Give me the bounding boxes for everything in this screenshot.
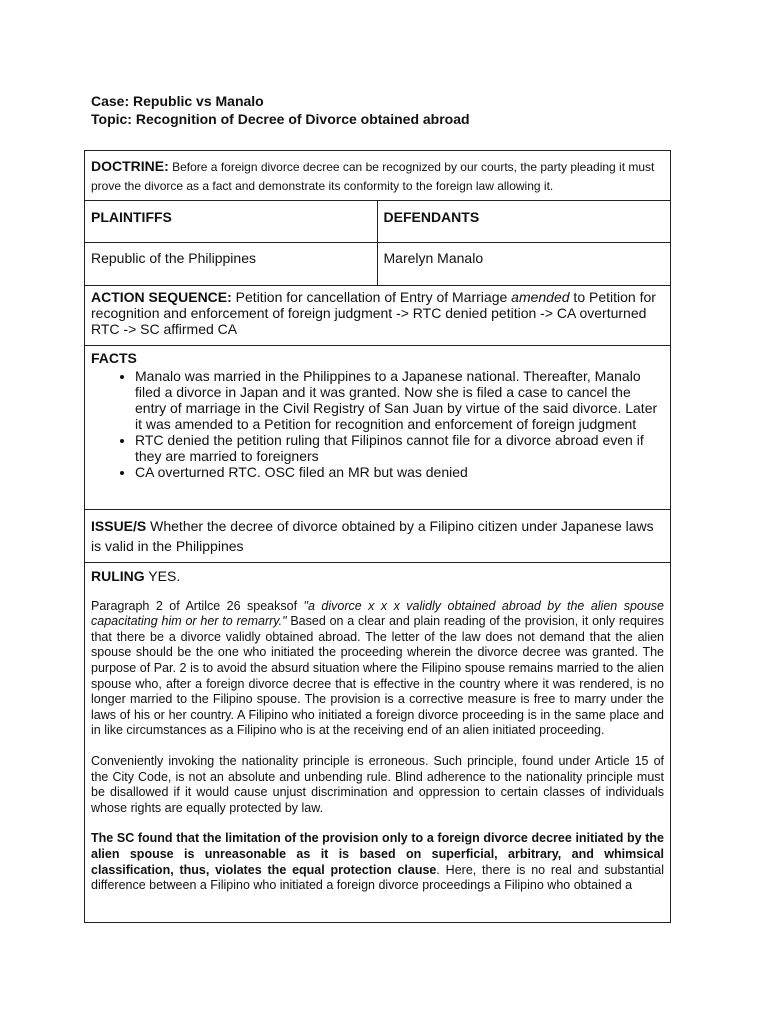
parties-header-row: [85, 201, 670, 243]
issue-text: Whether the decree of divorce obtained by a Filipino citizen under Japanese laws is valid in the Philippines: [91, 518, 654, 554]
ruling-paragraph-3: [91, 831, 664, 893]
ruling-p3-rest: . Here, there is no real and substantial difference between a Filipino who initiated a foreign divorce proceedings a Filipino who obtained a: [91, 862, 665, 893]
action-label: ACTION SEQUENCE:: [91, 289, 232, 305]
plaintiff-value: Republic of the Philippines: [85, 243, 378, 285]
doctrine-section: [85, 151, 670, 201]
defendants-label: DEFENDANTS: [383, 209, 480, 225]
facts-section: [85, 346, 670, 510]
plaintiffs-label: PLAINTIFFS: [85, 201, 378, 242]
topic-title: Topic: Recognition of Decree of Divorce obtained abroad: [91, 111, 470, 127]
ruling-answer: YES.: [144, 568, 181, 584]
ruling-paragraph-2: Conveniently invoking the nationality principle is erroneous. Such principle, found under Article 15 of the City Code, is not an absolute and unbending rule. Blind adherence to the nationality principle must be disallowed if it would cause unjust discrimination and oppression to certain classes of individuals whose rights are equally protected by law.: [91, 753, 664, 815]
facts-label: FACTS: [91, 350, 137, 366]
action-text-after: to Petition for recognition and enforcement of foreign judgment -> RTC denied petition -> CA overturned RTC -> SC affirmed CA: [91, 289, 656, 337]
document-header: [91, 92, 470, 128]
list-item: • CA overturned RTC. OSC filed an MR but was denied: [135, 464, 664, 480]
list-item: • RTC denied the petition ruling that Filipinos cannot file for a divorce abroad even if they are married to foreigners: [135, 432, 664, 464]
parties-value-row: [85, 243, 670, 286]
doctrine-label: DOCTRINE:: [91, 158, 169, 174]
facts-list: [91, 368, 664, 480]
defendant-value: Marelyn Manalo: [383, 250, 484, 266]
case-digest-table: [84, 150, 671, 923]
ruling-heading: [91, 569, 664, 585]
issue-section: [85, 510, 670, 563]
action-text-before: Petition for cancellation of Entry of Marriage: [231, 289, 512, 305]
ruling-paragraph-1: [91, 599, 664, 739]
ruling-p3-bold: The SC found that the limitation of the provision only to a foreign divorce decree initiated by the alien spouse is unreasonable as it is based on superficial, arbitrary, and whimsical classification, thus, violates the equal protection clause: [91, 831, 664, 877]
action-sequence-section: [85, 286, 670, 346]
case-title: Case: Republic vs Manalo: [91, 93, 264, 109]
ruling-p1-before: Paragraph 2 of Artilce 26 speaksof: [91, 598, 304, 613]
ruling-p1-quote: "a divorce x x x validly obtained abroad by the alien spouse capacitating him or her to remarry.": [91, 598, 665, 629]
action-italic: amended: [511, 289, 570, 305]
ruling-label: RULING: [91, 568, 145, 584]
ruling-p1-after: Based on a clear and plain reading of the provision, it only requires that there be a divorce validly obtained abroad. The letter of the law does not demand that the alien spouse should be the one who initiated the proceeding wherein the divorce decree was granted. The purpose of Par. 2 is to avoid the absurd situation where the Filipino spouse remains married to the alien spouse who, after a foreign divorce decree that is effective in the country where it was rendered, is no longer married to the Filipino spouse. The provision is a corrective measure is free to marry under the laws of his or her country. A Filipino who initiated a foreign divorce proceeding is in the same place and in like circumstances as a Filipino who is at the receiving end of an alien initiated proceeding.: [91, 614, 664, 738]
issue-label: ISSUE/S: [91, 518, 147, 534]
list-item: • Manalo was married in the Philippines to a Japanese national. Thereafter, Manalo filed a divorce in Japan and it was granted. Now she is filed a case to cancel the entry of marriage in the Civil Registry of San Juan by virtue of the said divorce. Later it was amended to a Petition for recognition and enforcement of foreign judgment: [135, 368, 664, 432]
ruling-section: [85, 563, 670, 922]
doctrine-text: Before a foreign divorce decree can be recognized by our courts, the party pleading it must prove the divorce as a fact and demonstrate its conformity to the foreign law allowing it.: [91, 160, 655, 193]
